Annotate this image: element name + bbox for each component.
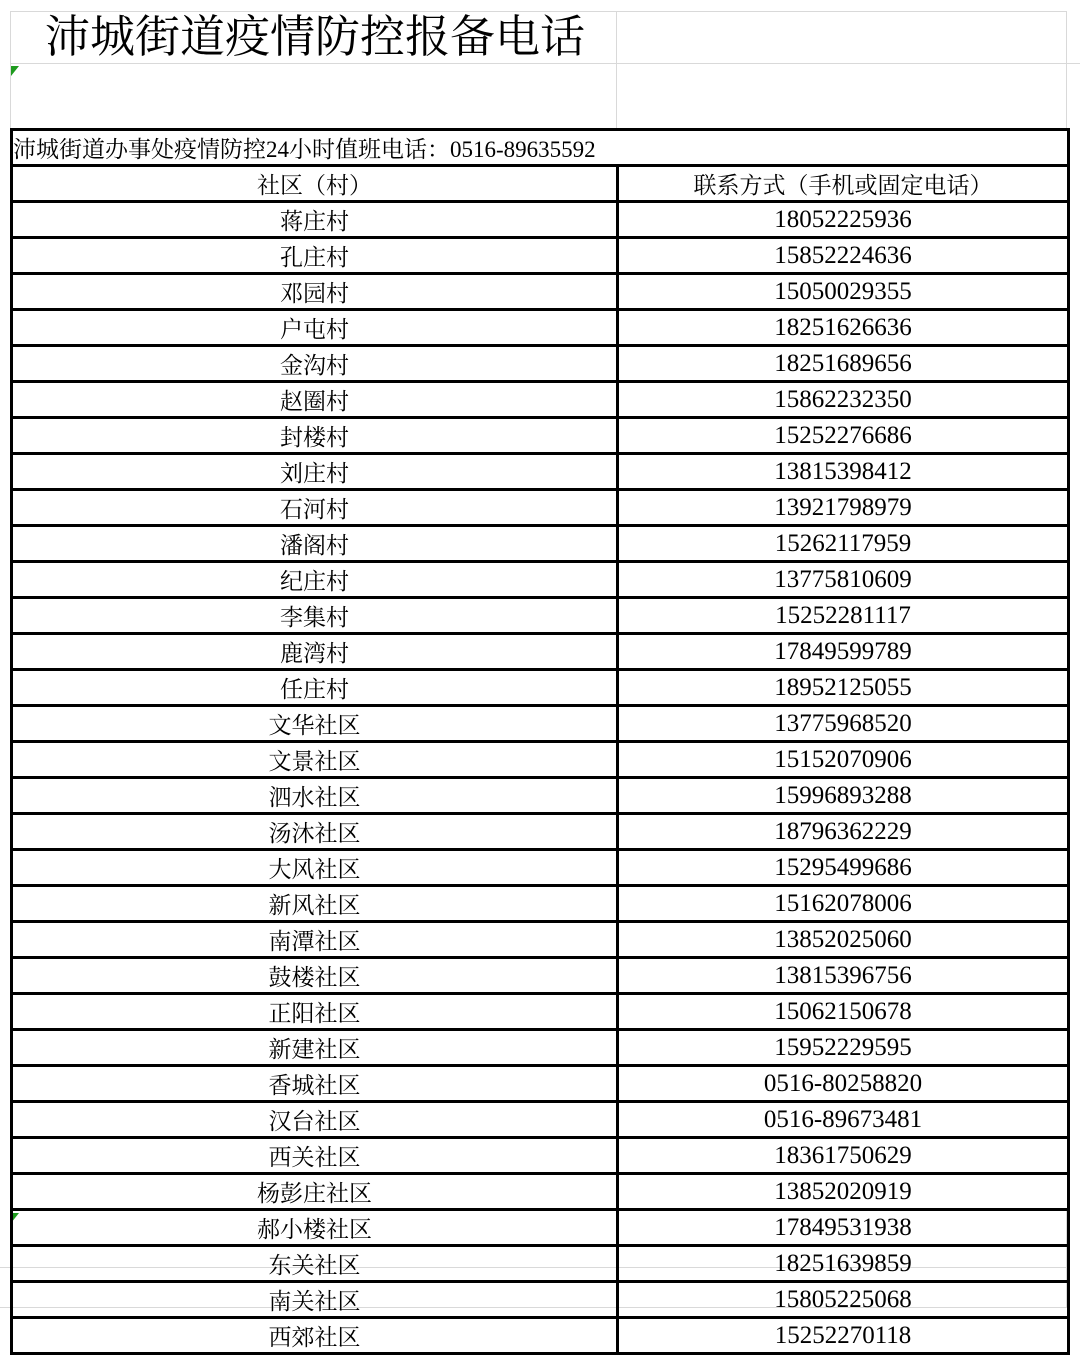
table-row — [12, 238, 1069, 274]
community-name-cell[interactable]: 汉台社区 — [12, 1102, 618, 1138]
community-name-cell[interactable]: 封楼村 — [12, 418, 618, 454]
table-row — [12, 670, 1069, 706]
phone-cell[interactable]: 15252276686 — [618, 418, 1069, 454]
hotline-cell[interactable]: 沛城街道办事处疫情防控24小时值班电话：0516-89635592 — [12, 130, 1069, 166]
table-row — [12, 814, 1069, 850]
sheet-title[interactable]: 沛城街道疫情防控报备电话 — [45, 12, 586, 62]
phone-cell[interactable]: 15852224636 — [618, 238, 1069, 274]
community-name-cell[interactable]: 蒋庄村 — [12, 202, 618, 238]
gridline — [616, 11, 617, 128]
community-name-cell[interactable]: 潘阁村 — [12, 526, 618, 562]
community-name-cell[interactable]: 鹿湾村 — [12, 634, 618, 670]
cell-flag-icon — [11, 66, 19, 76]
table-row — [12, 1174, 1069, 1210]
phone-cell[interactable]: 18796362229 — [618, 814, 1069, 850]
table-row — [12, 706, 1069, 742]
community-name-cell[interactable]: 新风社区 — [12, 886, 618, 922]
table-row — [12, 562, 1069, 598]
community-name-cell[interactable]: 香城社区 — [12, 1066, 618, 1102]
community-name-cell[interactable]: 汤沐社区 — [12, 814, 618, 850]
table-row — [12, 994, 1069, 1030]
phone-cell[interactable]: 15805225068 — [618, 1282, 1069, 1318]
phone-cell[interactable]: 17849531938 — [618, 1210, 1069, 1246]
hotline-row — [12, 130, 1069, 166]
community-name-cell[interactable]: 杨彭庄社区 — [12, 1174, 618, 1210]
phone-cell[interactable]: 15252281117 — [618, 598, 1069, 634]
phone-cell[interactable]: 15062150678 — [618, 994, 1069, 1030]
community-name-cell[interactable]: 鼓楼社区 — [12, 958, 618, 994]
table-row — [12, 1318, 1069, 1354]
table-row — [12, 418, 1069, 454]
community-name-cell[interactable]: 金沟村 — [12, 346, 618, 382]
table-row — [12, 346, 1069, 382]
table-row — [12, 922, 1069, 958]
phone-cell[interactable]: 15295499686 — [618, 850, 1069, 886]
phone-cell[interactable]: 15050029355 — [618, 274, 1069, 310]
community-name-cell[interactable]: 纪庄村 — [12, 562, 618, 598]
phone-cell[interactable]: 13815398412 — [618, 454, 1069, 490]
community-name-cell[interactable]: 石河村 — [12, 490, 618, 526]
phone-cell[interactable]: 18952125055 — [618, 670, 1069, 706]
phone-cell[interactable]: 13775968520 — [618, 706, 1069, 742]
table-row — [12, 886, 1069, 922]
phone-cell[interactable]: 15252270118 — [618, 1318, 1069, 1354]
phone-cell[interactable]: 15996893288 — [618, 778, 1069, 814]
phone-cell[interactable]: 18251689656 — [618, 346, 1069, 382]
community-name-cell[interactable]: 李集村 — [12, 598, 618, 634]
column-header-community[interactable]: 社区（村） — [12, 166, 618, 202]
community-name-cell[interactable]: 郝小楼社区 — [12, 1210, 618, 1246]
community-name-cell[interactable]: 户屯村 — [12, 310, 618, 346]
table-row — [12, 850, 1069, 886]
phone-cell[interactable]: 15862232350 — [618, 382, 1069, 418]
table-row — [12, 1282, 1069, 1318]
table-row — [12, 1210, 1069, 1246]
community-name-cell[interactable]: 西关社区 — [12, 1138, 618, 1174]
gridline — [10, 63, 1080, 64]
community-name-cell[interactable]: 邓园村 — [12, 274, 618, 310]
community-name-cell[interactable]: 新建社区 — [12, 1030, 618, 1066]
community-name-cell[interactable]: 西郊社区 — [12, 1318, 618, 1354]
table-row — [12, 1066, 1069, 1102]
phone-cell[interactable]: 13815396756 — [618, 958, 1069, 994]
phone-cell[interactable]: 0516-89673481 — [618, 1102, 1069, 1138]
table-row — [12, 382, 1069, 418]
phone-cell[interactable]: 18052225936 — [618, 202, 1069, 238]
phone-cell[interactable]: 15162078006 — [618, 886, 1069, 922]
phone-cell[interactable]: 0516-80258820 — [618, 1066, 1069, 1102]
phone-cell[interactable]: 13775810609 — [618, 562, 1069, 598]
table-row — [12, 454, 1069, 490]
table-row — [12, 526, 1069, 562]
community-name-cell[interactable]: 东关社区 — [12, 1246, 618, 1282]
community-name-cell[interactable]: 大风社区 — [12, 850, 618, 886]
table-row — [12, 778, 1069, 814]
community-name-cell[interactable]: 赵圈村 — [12, 382, 618, 418]
table-row — [12, 1246, 1069, 1282]
community-name-cell[interactable]: 南潭社区 — [12, 922, 618, 958]
phone-cell[interactable]: 13852025060 — [618, 922, 1069, 958]
phone-cell[interactable]: 17849599789 — [618, 634, 1069, 670]
phone-cell[interactable]: 18251626636 — [618, 310, 1069, 346]
phone-cell[interactable]: 18361750629 — [618, 1138, 1069, 1174]
phone-cell[interactable]: 13852020919 — [618, 1174, 1069, 1210]
community-name-cell[interactable]: 正阳社区 — [12, 994, 618, 1030]
community-name-cell[interactable]: 文景社区 — [12, 742, 618, 778]
column-header-contact[interactable]: 联系方式（手机或固定电话） — [618, 166, 1069, 202]
table-row — [12, 310, 1069, 346]
table-row — [12, 598, 1069, 634]
header-row — [12, 166, 1069, 202]
gridline — [1066, 11, 1067, 128]
community-name-cell[interactable]: 泗水社区 — [12, 778, 618, 814]
phone-cell[interactable]: 15262117959 — [618, 526, 1069, 562]
community-name-cell[interactable]: 文华社区 — [12, 706, 618, 742]
table-row — [12, 958, 1069, 994]
phone-cell[interactable]: 18251639859 — [618, 1246, 1069, 1282]
phone-cell[interactable]: 15952229595 — [618, 1030, 1069, 1066]
community-name-cell[interactable]: 孔庄村 — [12, 238, 618, 274]
phone-cell[interactable]: 13921798979 — [618, 490, 1069, 526]
table-row — [12, 1102, 1069, 1138]
phone-cell[interactable]: 15152070906 — [618, 742, 1069, 778]
community-name-cell[interactable]: 南关社区 — [12, 1282, 618, 1318]
table-row — [12, 634, 1069, 670]
table-row — [12, 1030, 1069, 1066]
table-row — [12, 490, 1069, 526]
community-name-cell[interactable]: 任庄村 — [12, 670, 618, 706]
phone-directory-table — [10, 128, 1070, 1355]
table-row — [12, 274, 1069, 310]
table-row — [12, 1138, 1069, 1174]
table-row — [12, 742, 1069, 778]
directory-body — [12, 130, 1069, 1354]
table-row — [12, 202, 1069, 238]
community-name-cell[interactable]: 刘庄村 — [12, 454, 618, 490]
